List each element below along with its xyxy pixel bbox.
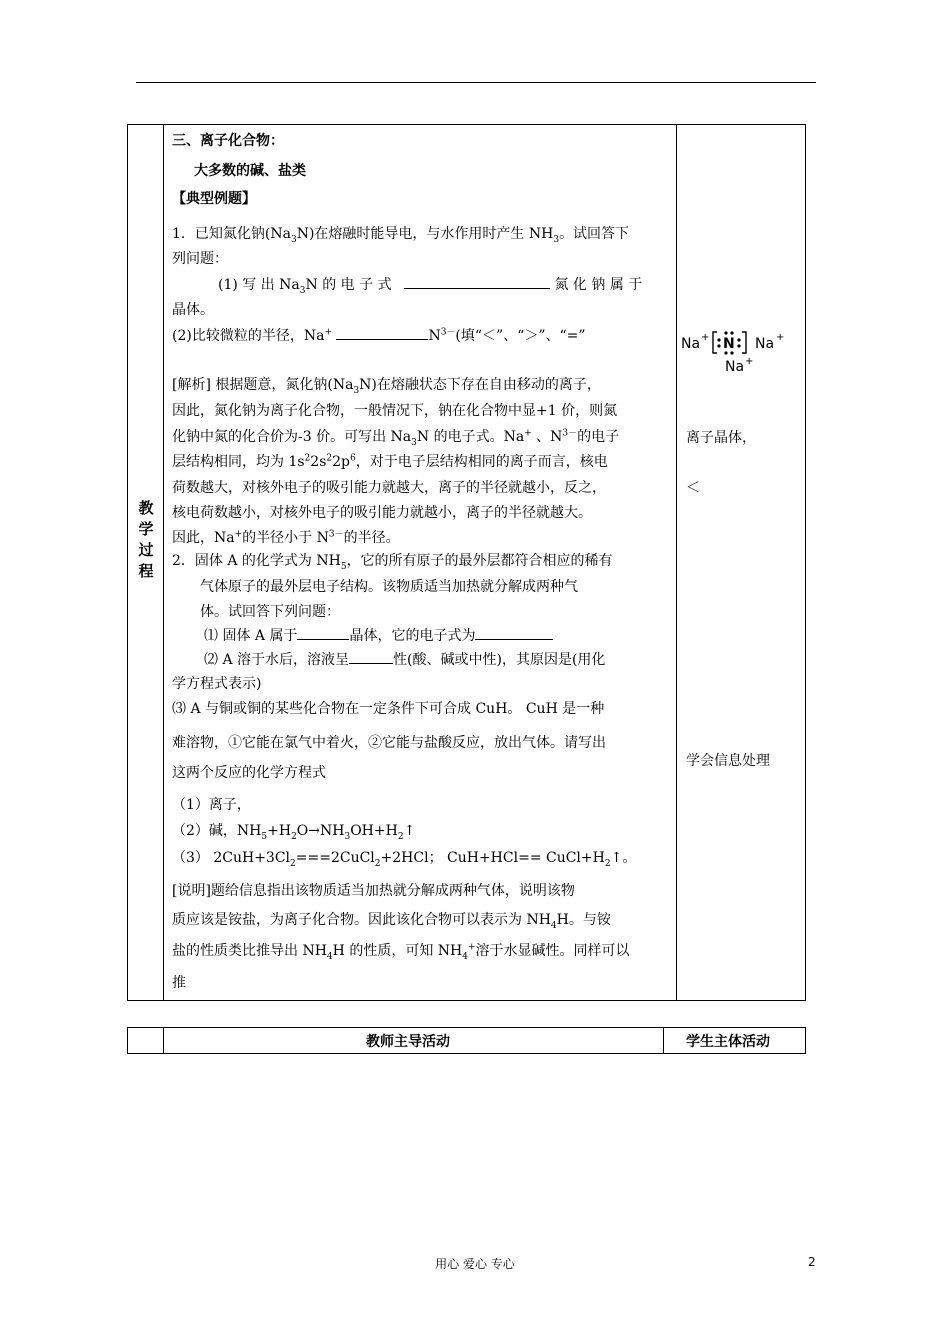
answer-3: （3） $2CuH+3Cl_2===2CuCl_2+2HCl$； $CuH+HCl== CuCl+H_2↑$。 (172, 850, 637, 869)
lewis-plus-right: + (776, 332, 785, 343)
side-ionic-crystal: 离子晶体， (686, 430, 756, 446)
q2-line-2: 气体原子的最外层电子结构。该物质适当加热就分解成两种气 (200, 579, 578, 595)
lewis-plus-bottom: + (745, 356, 754, 367)
student-activity-header: 学生主体活动 (686, 1034, 770, 1050)
q2-line-3: 体。试回答下列问题： (200, 604, 340, 620)
lewis-plus-left: + (701, 332, 710, 343)
section-title: 三、离子化合物： (172, 133, 284, 149)
q1-line-2: 列问题： (172, 251, 228, 267)
side-info-processing: 学会信息处理 (686, 753, 770, 769)
solution-nature-blank[interactable] (349, 649, 393, 664)
lewis-nitrogen: N (723, 336, 735, 352)
na3n-lewis-structure (681, 329, 791, 377)
q2-line-8: 难溶物，①它能在氯气中着火，②它能与盐酸反应，放出气体。请写出 (172, 735, 606, 751)
header-divider-left (163, 1027, 164, 1054)
q2-line-5: ⑵ A 溶于水后，溶液呈 性(酸、碱或中性)，其原因是(用化 (204, 647, 605, 673)
q2-line-6: 学方程式表示) (172, 676, 262, 692)
lewis-na-bottom: Na (725, 359, 745, 375)
q1-line-1: 1．已知氮化钠$(Na_3N)$在熔融时能导电，与水作用时产生 $NH_3$。试回答下 (172, 226, 630, 245)
explanation-line-3: 盐的性质类比推导出 $NH_4H$ 的性质，可知 $NH_4^+$溶于水显碱性。同样可以 (172, 942, 630, 962)
crystal-type-blank[interactable] (297, 625, 349, 640)
column-divider-right (676, 124, 677, 1001)
lewis-bracket-right (742, 332, 746, 353)
answer-1: （1）离子， (172, 797, 251, 813)
page-number: 2 (808, 1255, 816, 1269)
vertical-label: 教 学 过 程 (138, 499, 154, 580)
analysis-line-1: [解析] 根据题意，氮化钠$(Na_3N)$在熔融状态下存在自由移动的离子， (172, 377, 601, 396)
teacher-activity-header: 教师主导活动 (366, 1034, 450, 1050)
q1-line-5: (2)比较微粒的半径，Na+ $N^{3-}$(填“＜”、“＞”、“=” (172, 323, 586, 349)
subheading: 大多数的碱、盐类 (194, 163, 306, 179)
nh5-formula-blank[interactable] (475, 625, 553, 640)
radius-compare-blank[interactable] (336, 325, 428, 340)
explanation-line-4: 推 (172, 975, 186, 991)
analysis-line-5: 荷数越大，对核外电子的吸引能力就越大，离子的半径就越小，反之， (172, 480, 606, 496)
lewis-na-left: Na (681, 336, 701, 352)
side-less-than: ＜ (686, 480, 700, 496)
header-divider-right (663, 1027, 664, 1054)
q2-line-7: ⑶ A 与铜或铜的某些化合物在一定条件下可合成 CuH。 CuH 是一种 (172, 701, 605, 717)
q1-line-4: 晶体。 (172, 302, 214, 318)
analysis-line-4: 层结构相同，均为 $1s^22s^22p^6$，对于电子层结构相同的离子而言，核电 (172, 453, 608, 470)
explanation-line-1: [说明]题给信息指出该物质适当加热就分解成两种气体，说明该物 (172, 883, 575, 899)
analysis-line-6: 核电荷数越小，对核外电子的吸引能力就越小，离子的半径就越大。 (172, 505, 592, 521)
lewis-bracket-left (713, 332, 717, 353)
q2-line-1: 2．固体 A 的化学式为 $NH_5$，它的所有原子的最外层都符合相应的稀有 (172, 553, 613, 572)
q1-line-3: (1) 写 出 $Na_3N$ 的 电 子 式 氮 化 钠 属 于 (218, 272, 642, 298)
electron-formula-blank[interactable] (404, 274, 550, 289)
page-footer: 用心 爱心 专心 (435, 1257, 515, 1271)
lewis-na-right: Na (755, 336, 775, 352)
examples-heading: 【典型例题】 (172, 191, 256, 207)
analysis-line-3: 化钠中氮的化合价为-3 价。可写出 $Na_3N$ 的电子式。Na+ 、$N^{3-}$的电子 (172, 428, 620, 448)
analysis-line-2: 因此，氮化钠为离子化合物，一般情况下，钠在化合物中显+1 价，则氮 (172, 403, 618, 419)
q2-line-4: ⑴ 固体 A 属于 晶体，它的电子式为 (204, 623, 553, 649)
analysis-line-7: 因此，Na+的半径小于 $N^{3-}$的半径。 (172, 529, 400, 546)
header-rule (136, 82, 816, 83)
q2-line-9: 这两个反应的化学方程式 (172, 765, 326, 781)
explanation-line-2: 质应该是铵盐，为离子化合物。因此该化合物可以表示为 $NH_4H$。与铵 (172, 912, 611, 931)
answer-2: （2）碱，$NH_5+H_2O\to NH_3OH+H_2↑$ (172, 823, 416, 842)
